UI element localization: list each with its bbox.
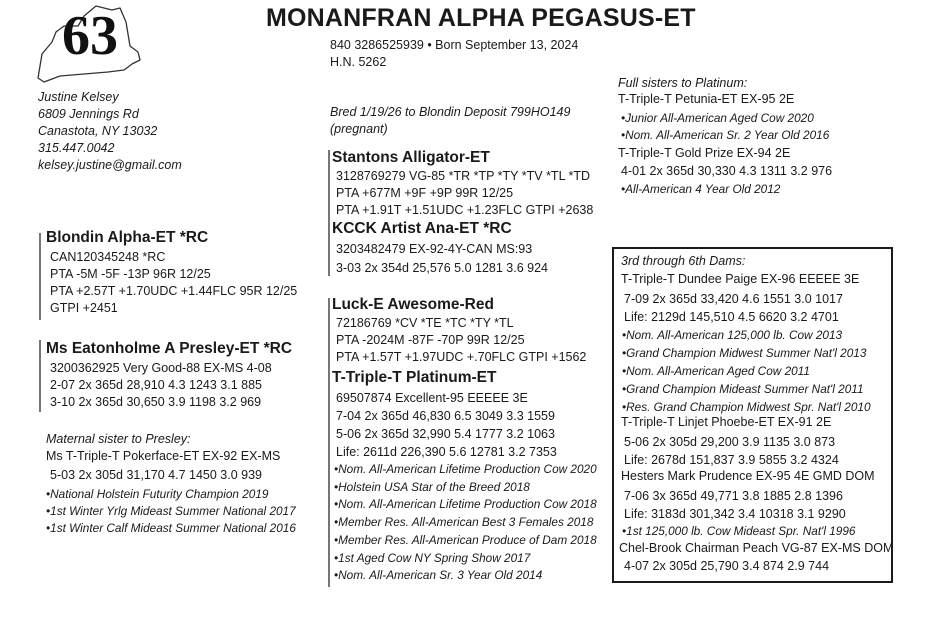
sires-sire-name: Stantons Alligator-ET (332, 149, 490, 166)
maternal-sister-title (46, 449, 280, 464)
full-sister-1-classification: EX-95 2E (737, 92, 795, 106)
full-sister-2-classification: EX-94 2E (733, 146, 791, 160)
dam-record-1: 2-07 2x 365d 28,910 4.3 1243 3.1 885 (50, 378, 262, 392)
granddam-reg: 69507874 Excellent-95 EEEEE 3E (336, 391, 528, 405)
dam6-name: Chel-Brook Chairman Peach (619, 541, 779, 555)
granddam-lifetime: Life: 2611d 226,390 5.6 12781 3.2 7353 (336, 445, 557, 459)
full-sister-1-title (618, 92, 794, 107)
sires-dam-name: KCCK Artist Ana-ET *RC (332, 220, 512, 237)
consignor-city: Canastota, NY 13032 (38, 124, 158, 138)
honor-item: •Member Res. All-American Produce of Dam 2018 (334, 532, 597, 547)
sire-pta-type: PTA +2.57T +1.70UDC +1.44FLC 95R 12/25 (50, 284, 298, 298)
consignor-name: Justine Kelsey (38, 90, 119, 104)
lot-number: 63 (62, 5, 118, 67)
honor-item: •All-American 4 Year Old 2012 (621, 182, 781, 196)
dams-box-heading: 3rd through 6th Dams: (621, 254, 746, 268)
granddam-record-2: 5-06 2x 365d 32,990 5.4 1777 3.2 1063 (336, 427, 555, 441)
honor-item: •Member Res. All-American Best 3 Females 2018 (334, 515, 594, 530)
honor-item: •Grand Champion Mideast Summer Nat'l 2011 (622, 382, 864, 396)
dam6-classification: VG-87 EX-MS DOM (778, 541, 894, 555)
sires-dam-details (336, 240, 548, 278)
animal-title: MONANFRAN ALPHA PEGASUS-ET (266, 4, 696, 32)
dam3-record: 7-09 2x 365d 33,420 4.6 1551 3.0 1017 (624, 292, 843, 306)
sires-sire-pta-production: PTA +677M +9F +9P 99R 12/25 (336, 186, 514, 200)
consignor-phone: 315.447.0042 (38, 141, 115, 155)
consignor-email: kelsey.justine@gmail.com (38, 158, 182, 172)
honor-item: •1st Winter Yrlg Mideast Summer National 2017 (46, 504, 296, 518)
honor-item: •Grand Champion Midwest Summer Nat'l 2013 (622, 346, 867, 360)
dam-reg: 3200362925 Very Good-88 EX-MS 4-08 (50, 361, 272, 375)
dam3-honors (622, 326, 871, 416)
honor-item: •Holstein USA Star of the Breed 2018 (334, 479, 530, 494)
granddam-details (336, 389, 557, 461)
dam4-title (621, 415, 831, 430)
maternal-grandsire-details (336, 315, 586, 366)
full-sister-2-title (618, 146, 790, 161)
dam4-classification: EX-91 2E (774, 415, 832, 429)
dam5-lifetime: Life: 3183d 301,342 3.4 10318 3.1 9290 (624, 507, 846, 521)
maternal-sister-honors (46, 486, 296, 537)
full-sister-1-name: T-Triple-T Petunia-ET (618, 92, 738, 106)
dam-record-2: 3-10 2x 365d 30,650 3.9 1198 3.2 969 (50, 395, 262, 409)
sire-gtpi: GTPI +2451 (50, 301, 118, 315)
dam-name: Ms Eatonholme A Presley-ET *RC (46, 340, 293, 357)
sire-name: Blondin Alpha-ET *RC (46, 229, 209, 246)
maternal-grandsire-pta-type: PTA +1.57T +1.97UDC +.70FLC GTPI +1562 (336, 350, 587, 364)
full-sister-2-name: T-Triple-T Gold Prize (618, 146, 734, 160)
maternal-grandsire-name: Luck-E Awesome-Red (332, 296, 494, 313)
honor-item: •Nom. All-American Sr. 3 Year Old 2014 (334, 568, 543, 583)
granddam-name: T-Triple-T Platinum-ET (332, 369, 497, 386)
granddam-record-1: 7-04 2x 365d 46,830 6.5 3049 3.3 1559 (336, 409, 555, 423)
dam5-record: 7-06 3x 365d 49,771 3.8 1885 2.8 1396 (624, 489, 843, 503)
full-sisters-heading: Full sisters to Platinum: (618, 76, 748, 90)
honor-item: •Res. Grand Champion Midwest Spr. Nat'l 2010 (622, 400, 871, 414)
dam4-name: T-Triple-T Linjet Phoebe-ET (621, 415, 775, 429)
dam5-name: Hesters Mark Prudence (621, 469, 753, 483)
dam3-records (624, 290, 843, 326)
dam5-honors (622, 523, 856, 540)
dam3-name: T-Triple-T Dundee Paige (621, 272, 758, 286)
dam4-record: 5-06 2x 305d 29,200 3.9 1135 3.0 873 (624, 435, 836, 449)
honor-item: •Nom. All-American Aged Cow 2011 (622, 364, 810, 378)
maternal-sister-record: 5-03 2x 305d 31,170 4.7 1450 3.0 939 (50, 468, 262, 482)
sires-sire-reg: 3128769279 VG-85 *TR *TP *TY *TV *TL *TD (336, 169, 591, 183)
honor-item: •1st Aged Cow NY Spring Show 2017 (334, 550, 531, 565)
maternal-sister-classification: EX-92 EX-MS (199, 449, 281, 463)
dam6-record: 4-07 2x 305d 25,790 3.4 874 2.9 744 (624, 559, 830, 573)
sires-sire-details (336, 168, 593, 219)
sire-details (50, 249, 297, 317)
bred-line: Bred 1/19/26 to Blondin Deposit 799HO149 (330, 105, 571, 119)
consignor-address: 6809 Jennings Rd (38, 107, 139, 121)
maternal-sister-heading: Maternal sister to Presley: (46, 432, 191, 446)
maternal-grandsire-pta-production: PTA -2024M -87F -70P 99R 12/25 (336, 333, 525, 347)
honor-item: •National Holstein Futurity Champion 2019 (46, 487, 269, 501)
dam3-lifetime: Life: 2129d 145,510 4.5 6620 3.2 4701 (624, 310, 839, 324)
full-sister-1-honors (621, 110, 829, 144)
maternal-sister-name: Ms T-Triple-T Pokerface-ET (46, 449, 200, 463)
animal-hn-line: H.N. 5262 (330, 55, 387, 69)
sires-sire-pta-type: PTA +1.91T +1.51UDC +1.23FLC GTPI +2638 (336, 203, 594, 217)
dam4-records (624, 433, 839, 469)
full-sister-2-honors (621, 181, 780, 198)
dam-details (50, 360, 272, 411)
honor-item: •Junior All-American Aged Cow 2020 (621, 111, 814, 125)
honor-item: •Nom. All-American 125,000 lb. Cow 2013 (622, 328, 843, 342)
dam4-lifetime: Life: 2678d 151,837 3.9 5855 3.2 4324 (624, 453, 839, 467)
sire-pta-production: PTA -5M -5F -13P 96R 12/25 (50, 267, 211, 281)
dam5-title (621, 469, 875, 484)
bred-status: (pregnant) (330, 122, 388, 136)
honor-item: •Nom. All-American Sr. 2 Year Old 2016 (621, 128, 830, 142)
dam6-title (619, 541, 893, 556)
dam5-records (624, 487, 846, 523)
animal-id-line: 840 3286525939 • Born September 13, 2024 (330, 38, 579, 52)
honor-item: •1st 125,000 lb. Cow Mideast Spr. Nat'l 1996 (622, 524, 856, 538)
honor-item: •Nom. All-American Lifetime Production Cow 2020 (334, 462, 597, 476)
honor-item: •1st Winter Calf Mideast Summer National 2016 (46, 521, 296, 535)
dam3-title (621, 272, 859, 287)
sires-dam-record: 3-03 2x 354d 25,576 5.0 1281 3.6 924 (336, 261, 548, 275)
sires-dam-reg: 3203482479 EX-92-4Y-CAN MS:93 (336, 242, 533, 256)
granddam-honors (334, 461, 597, 585)
sire-reg: CAN120345248 *RC (50, 250, 166, 264)
full-sister-2-record: 4-01 2x 365d 30,330 4.3 1311 3.2 976 (621, 164, 833, 178)
dam5-classification: EX-95 4E GMD DOM (752, 469, 875, 483)
honor-item: •Nom. All-American Lifetime Production Cow 2018 (334, 497, 597, 512)
dam3-classification: EX-96 EEEEE 3E (757, 272, 860, 286)
maternal-grandsire-reg: 72186769 *CV *TE *TC *TY *TL (336, 316, 514, 330)
